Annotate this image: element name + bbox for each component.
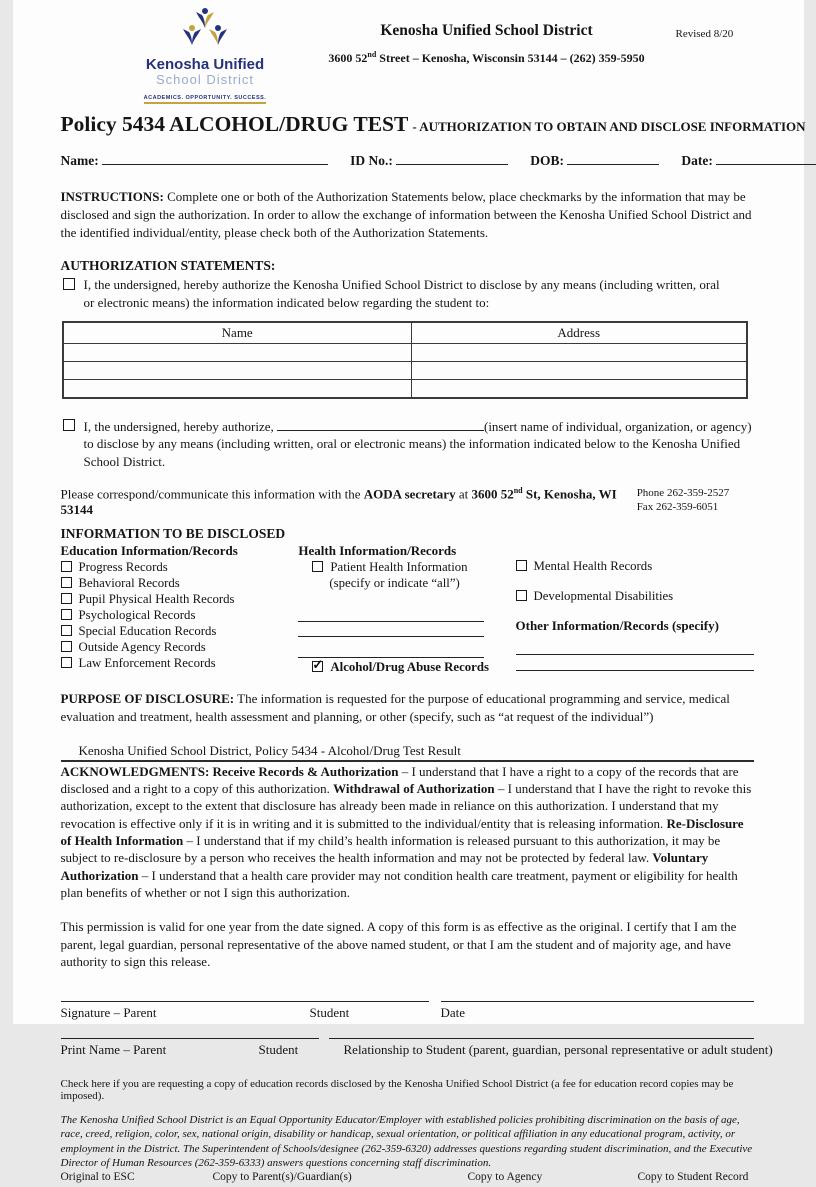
validity-paragraph: This permission is valid for one year from the date signed. A copy of this form is as effective as the original. I certify that I am the parent, legal guardian, personal representative of the above named student, or that I am the student and of majority age, and have authority to sign this release. [60, 919, 737, 970]
list-item [61, 608, 299, 623]
correspond-mid: at [455, 486, 472, 502]
disclosure-columns [61, 543, 754, 675]
item-label: Pupil Physical Health Records [78, 592, 235, 607]
table-cell-name-3[interactable] [63, 379, 412, 398]
authorized-entity-input-line[interactable] [277, 417, 484, 431]
table-cell-address-1[interactable] [411, 343, 746, 361]
form-title [60, 112, 806, 137]
table-cell-address-2[interactable] [411, 361, 746, 379]
list-item [516, 589, 754, 604]
id-input-line[interactable] [396, 152, 508, 165]
id-field-group [350, 152, 508, 169]
checkbox-alcohol-drug-abuse-records[interactable] [312, 657, 324, 673]
checkbox-mental-health-records[interactable] [516, 560, 527, 571]
ack-voluntary-label: Voluntary Authorization [60, 850, 709, 883]
ack-redisclosure-label: Re-Disclosure of Health Information [60, 815, 744, 848]
table-cell-address-3[interactable] [411, 379, 746, 398]
instructions-label: INSTRUCTIONS: [60, 189, 164, 205]
logo-text-line1: Kenosha Unified [145, 56, 265, 73]
distribution-agency-copy: Copy to Agency [467, 1171, 543, 1184]
check-icon: ✓ [312, 657, 324, 673]
print-name-line[interactable] [61, 1038, 319, 1039]
ack-text-3: – I understand that if my child’s health information is released pursuant to this authorization, it may be subject to re-disclosure by a person who receives the health information and may not be protected by federal law. [60, 832, 721, 866]
table-row [63, 361, 747, 379]
list-item [61, 640, 299, 655]
other-specify-line-2[interactable] [516, 655, 754, 671]
checkbox-statement-2[interactable] [63, 419, 75, 431]
education-heading: Education Information/Records [60, 543, 238, 559]
table-row [63, 343, 747, 361]
health-column [298, 543, 515, 675]
list-item [61, 656, 299, 671]
signature-parent-label: Signature – Parent [60, 1005, 157, 1021]
item-label: Mental Health Records [533, 559, 653, 574]
aoda-address-ordinal: nd [513, 486, 523, 496]
name-input-line[interactable] [102, 152, 328, 165]
statement-2-post: (insert name of individual, organization, or agency) to disclose by any means (including written, oral or electronic means) the information indicated below to the Kenosha Unified School District. [83, 418, 752, 469]
other-column [516, 543, 754, 675]
item-label: Patient Health Information [330, 560, 468, 575]
date-line[interactable] [441, 1001, 754, 1002]
form-title-sub: - AUTHORIZATION TO OBTAIN AND DISCLOSE INFORMATION [412, 119, 806, 135]
copy-request-note[interactable]: Check here if you are requesting a copy of education records disclosed by the Kenosha Unified School District (a fee for education record copies may be imposed). [60, 1078, 734, 1103]
patient-health-note: (specify or indicate “all”) [329, 576, 460, 591]
logo-text-line2: School District [155, 71, 255, 87]
distribution-parent-copy: Copy to Parent(s)/Guardian(s) [212, 1171, 352, 1184]
table-cell-name-2[interactable] [63, 361, 412, 379]
form-page [13, 0, 806, 1184]
authorization-statement-2 [61, 417, 754, 471]
disclosure-heading: INFORMATION TO BE DISCLOSED [60, 526, 286, 542]
purpose-paragraph [61, 690, 754, 725]
list-item [298, 560, 515, 575]
relationship-line[interactable] [329, 1038, 754, 1039]
dob-input-line[interactable] [567, 152, 659, 165]
eeo-statement: The Kenosha Unified School District is an Equal Opportunity Educator/Employer with established policies prohibiting discrimination on the basis of age, race, creed, religion, color, sex, national origin, disability or handicap, sexual orientation, or political affiliation in any educational program, activity, or employment in the District. The Superintendent of Schools/designee (262-359-6320) addresses questions regarding student discrimination, and the Executive Director of Human Resources (262-359-6333) answers questions concerning staff discrimination. [60, 1114, 753, 1169]
checkbox-special-education-records[interactable] [61, 625, 72, 636]
signature-date-label: Date [440, 1005, 466, 1021]
district-logo [113, 6, 298, 104]
aoda-address-post: St, Kenosha, WI 53144 [60, 486, 617, 518]
address-ordinal: nd [367, 50, 377, 59]
instructions-text: Complete one or both of the Authorization Statements below, place checkmarks by the information that may be disclosed and sign the authorization. In order to allow the exchange of information between the Kenosha Unified School District and the identified individual/entity, please check both of the Authorization Statements. [60, 189, 752, 240]
instructions-paragraph [61, 188, 754, 241]
ack-text-4: – I understand that a health care provider may not condition health care treatment, payment or eligibility for health plan benefits of whether or not I sign this authorization. [60, 867, 738, 900]
item-label: Psychological Records [78, 608, 196, 623]
list-item-checked [298, 657, 515, 675]
other-specify-line-1[interactable] [516, 634, 754, 655]
date-label: Date: [681, 153, 713, 169]
statement-1-text: I, the undersigned, hereby authorize the Kenosha Unified School District to disclose by any means (including written, oral or electronic means) the information indicated below regarding the student to: [83, 277, 720, 310]
recipients-table [62, 321, 748, 399]
print-name-parent-label: Print Name – Parent [60, 1042, 167, 1058]
ack-receive-records-label: ACKNOWLEDGMENTS: Receive Records & Authorization [60, 763, 399, 779]
phone-fax-block [637, 486, 754, 518]
item-label: Progress Records [78, 560, 168, 575]
item-label: Law Enforcement Records [78, 656, 216, 671]
signature-line[interactable] [61, 1001, 429, 1002]
address-post: Street – Kenosha, Wisconsin 53144 – (262) 359-5950 [376, 51, 645, 65]
ack-text-1: – I understand that I have a right to a copy of the records that are disclosed and a right to a copy of this authorization. [60, 763, 739, 797]
purpose-label: PURPOSE OF DISCLOSURE: [60, 691, 235, 707]
correspond-row [61, 486, 754, 518]
list-item [516, 559, 754, 574]
date-input-line[interactable] [716, 152, 816, 165]
date-field-group [681, 152, 816, 169]
table-cell-name-1[interactable] [63, 343, 412, 361]
authorization-heading: AUTHORIZATION STATEMENTS: [60, 258, 276, 274]
aoda-secretary-label: AODA secretary [363, 486, 456, 502]
dob-field-group [530, 152, 659, 169]
correspond-text [61, 486, 637, 518]
name-field-group [61, 152, 329, 169]
district-name: Kenosha Unified School District [380, 22, 593, 39]
kusd-figures-icon [174, 6, 236, 52]
health-specify-line-3[interactable] [298, 637, 484, 658]
signature-student-label: Student [309, 1005, 350, 1021]
header-center [298, 6, 676, 66]
purpose-value-line[interactable]: Kenosha Unified School District, Policy 5434 - Alcohol/Drug Test Result [61, 743, 754, 762]
dob-label: DOB: [530, 153, 564, 169]
item-label: Developmental Disabilities [533, 589, 674, 604]
acknowledgments-paragraph [61, 763, 754, 901]
print-name-row [60, 1038, 773, 1074]
address-pre: 3600 52 [328, 51, 368, 65]
list-item [61, 560, 299, 575]
other-records-heading: Other Information/Records (specify) [515, 618, 719, 634]
logo-tagline: ACADEMICS. OPPORTUNITY. SUCCESS. [144, 95, 267, 104]
form-title-main: Policy 5434 ALCOHOL/DRUG TEST [60, 112, 409, 137]
table-header-name: Name [63, 322, 412, 344]
revised-date: Revised 8/20 [675, 28, 734, 40]
aoda-address-pre: 3600 52 [471, 486, 514, 502]
name-label: Name: [60, 153, 99, 169]
table-header-row [63, 322, 747, 344]
fax-number: Fax 262-359-6051 [636, 501, 719, 514]
distribution-student-record-copy: Copy to Student Record [637, 1171, 749, 1184]
print-name-student-label: Student [258, 1042, 299, 1058]
phone-number: Phone 262-359-2527 [636, 487, 730, 500]
checkbox-progress-records[interactable] [61, 561, 72, 572]
checkbox-psychological-records[interactable] [61, 609, 72, 620]
item-label: Behavioral Records [78, 576, 180, 591]
relationship-label: Relationship to Student (parent, guardian, personal representative or adult student) [343, 1042, 773, 1058]
distribution-row [61, 1171, 754, 1187]
statement-2-pre: I, the undersigned, hereby authorize, [83, 418, 274, 434]
education-column [61, 543, 299, 675]
checkbox-developmental-disabilities[interactable] [516, 590, 527, 601]
header [61, 6, 754, 104]
item-label: Special Education Records [78, 624, 217, 639]
distribution-original: Original to ESC [60, 1171, 135, 1184]
purpose-text: The information is requested for the purpose of educational programming and service, medical evaluation and treatment, health assessment and planning, or other (specify, such as “at request of the individual”) [60, 691, 730, 725]
checkbox-outside-agency-records[interactable] [61, 641, 72, 652]
list-item [61, 576, 299, 591]
checkbox-law-enforcement-records[interactable] [61, 657, 72, 668]
item-label: Alcohol/Drug Abuse Records [330, 660, 489, 675]
health-heading: Health Information/Records [298, 543, 457, 559]
checkbox-pupil-physical-health-records[interactable] [61, 593, 72, 604]
identification-row [61, 152, 754, 169]
statement-2-text [84, 417, 754, 471]
table-row [63, 379, 747, 398]
district-address [298, 50, 676, 66]
checkbox-patient-health-information[interactable] [312, 561, 323, 572]
signature-row [61, 1001, 754, 1037]
item-label: Outside Agency Records [78, 640, 206, 655]
list-item [61, 592, 299, 607]
health-specify-line-1[interactable] [298, 591, 484, 622]
checkbox-statement-1[interactable] [63, 278, 75, 290]
list-item [61, 624, 299, 639]
checkbox-behavioral-records[interactable] [61, 577, 72, 588]
authorization-statement-1 [61, 276, 754, 311]
ack-withdrawal-label: Withdrawal of Authorization [333, 781, 495, 797]
table-header-address: Address [411, 322, 746, 344]
correspond-pre: Please correspond/communicate this information with the [60, 486, 364, 502]
id-label: ID No.: [350, 153, 393, 169]
health-specify-line-2[interactable] [298, 622, 484, 637]
ack-text-2: – I understand that I have the right to revoke this authorization, except to the extent that disclosure has already been made in reliance on this authorization. I understand that my revocation is effective only if it is in writing and it is submitted to the individual/entity that is releasing information. [60, 781, 752, 831]
